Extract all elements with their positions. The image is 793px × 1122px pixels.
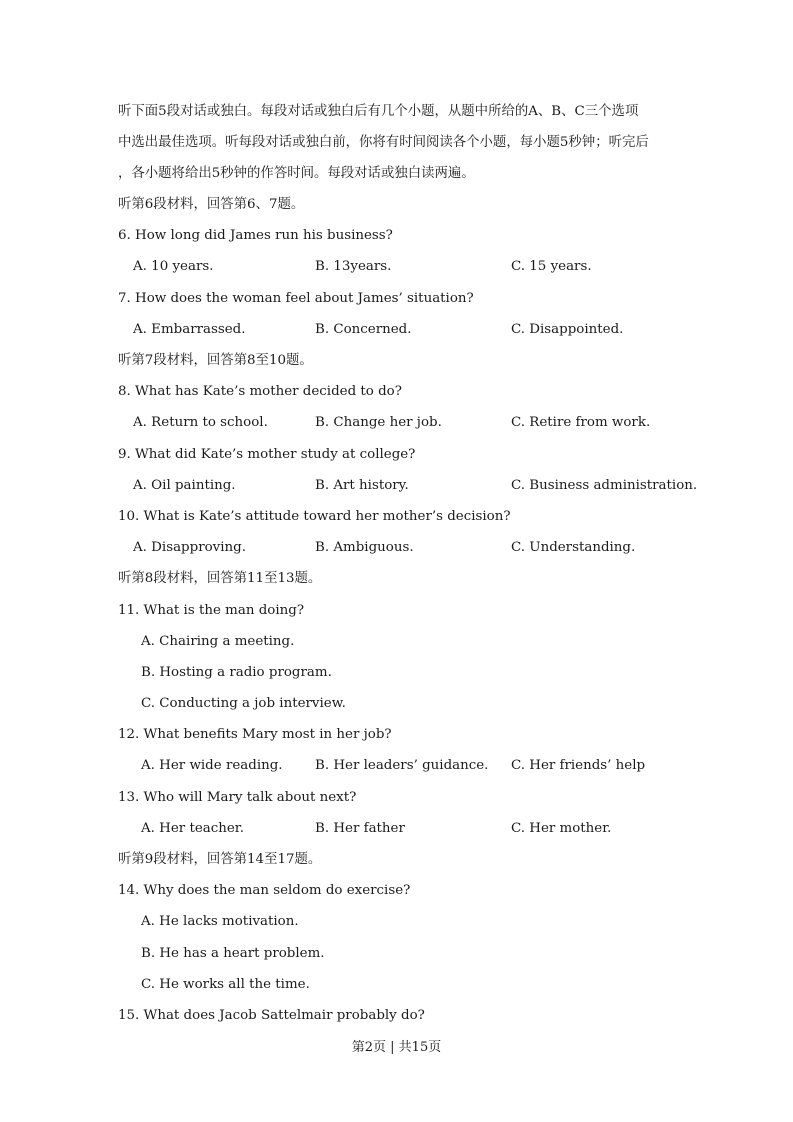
option-c: C. Her friends’ help [511, 758, 646, 773]
option-a: A. Return to school. [133, 415, 268, 430]
option-a: A. Her teacher. [141, 821, 244, 836]
option-c: C. Understanding. [511, 540, 636, 555]
question-stem: 15. What does Jacob Sattelmair probably do? [118, 1008, 425, 1023]
question-stem: 10. What is Kate’s attitude toward her mother’s decision? [118, 509, 511, 524]
option-a: A. He lacks motivation. [141, 914, 299, 929]
instruction-line: 中选出最佳选项。听每段对话或独白前，你将有时间阅读各个小题，每小题5秒钟；听完后 [118, 135, 649, 150]
option-c: C. 15 years. [511, 259, 592, 274]
option-b: B. Her father [315, 821, 405, 836]
option-b: B. Change her job. [315, 415, 442, 430]
option-c: C. Retire from work. [511, 415, 651, 430]
option-c: C. Conducting a job interview. [141, 696, 346, 711]
question-stem: 7. How does the woman feel about James’ situation? [118, 291, 474, 306]
option-b: B. Her leaders’ guidance. [315, 758, 489, 773]
option-c: C. Disappointed. [511, 322, 624, 337]
option-b: B. Art history. [315, 478, 409, 493]
question-stem: 6. How long did James run his business? [118, 228, 393, 243]
section-heading: 听第9段材料，回答第14至17题。 [118, 852, 322, 867]
question-stem: 9. What did Kate’s mother study at college? [118, 447, 416, 462]
instruction-line: 听下面5段对话或独白。每段对话或独白后有几个小题，从题中所给的A、B、C三个选项 [118, 104, 639, 119]
option-a: A. Disapproving. [133, 540, 246, 555]
question-stem: 8. What has Kate’s mother decided to do? [118, 384, 402, 399]
option-a: A. Chairing a meeting. [141, 634, 295, 649]
option-a: A. Her wide reading. [141, 758, 283, 773]
option-c: C. Business administration. [511, 478, 698, 493]
option-b: B. Concerned. [315, 322, 412, 337]
question-stem: 13. Who will Mary talk about next? [118, 790, 357, 805]
option-b: B. Hosting a radio program. [141, 665, 332, 680]
instruction-line: ，各小题将给出5秒钟的作答时间。每段对话或独白读两遍。 [118, 166, 475, 181]
section-heading: 听第7段材料，回答第8至10题。 [118, 353, 313, 368]
section-heading: 听第6段材料，回答第6、7题。 [118, 197, 305, 212]
option-b: B. 13years. [315, 259, 392, 274]
question-stem: 12. What benefits Mary most in her job? [118, 727, 392, 742]
section-heading: 听第8段材料，回答第11至13题。 [118, 571, 322, 586]
option-a: A. 10 years. [133, 259, 214, 274]
question-stem: 11. What is the man doing? [118, 603, 305, 618]
question-stem: 14. Why does the man seldom do exercise? [118, 883, 411, 898]
option-a: A. Embarrassed. [133, 322, 246, 337]
option-c: C. Her mother. [511, 821, 612, 836]
option-b: B. Ambiguous. [315, 540, 414, 555]
option-a: A. Oil painting. [133, 478, 236, 493]
page-footer: 第2页 | 共15页 [351, 1040, 442, 1055]
option-b: B. He has a heart problem. [141, 946, 325, 961]
option-c: C. He works all the time. [141, 977, 310, 992]
